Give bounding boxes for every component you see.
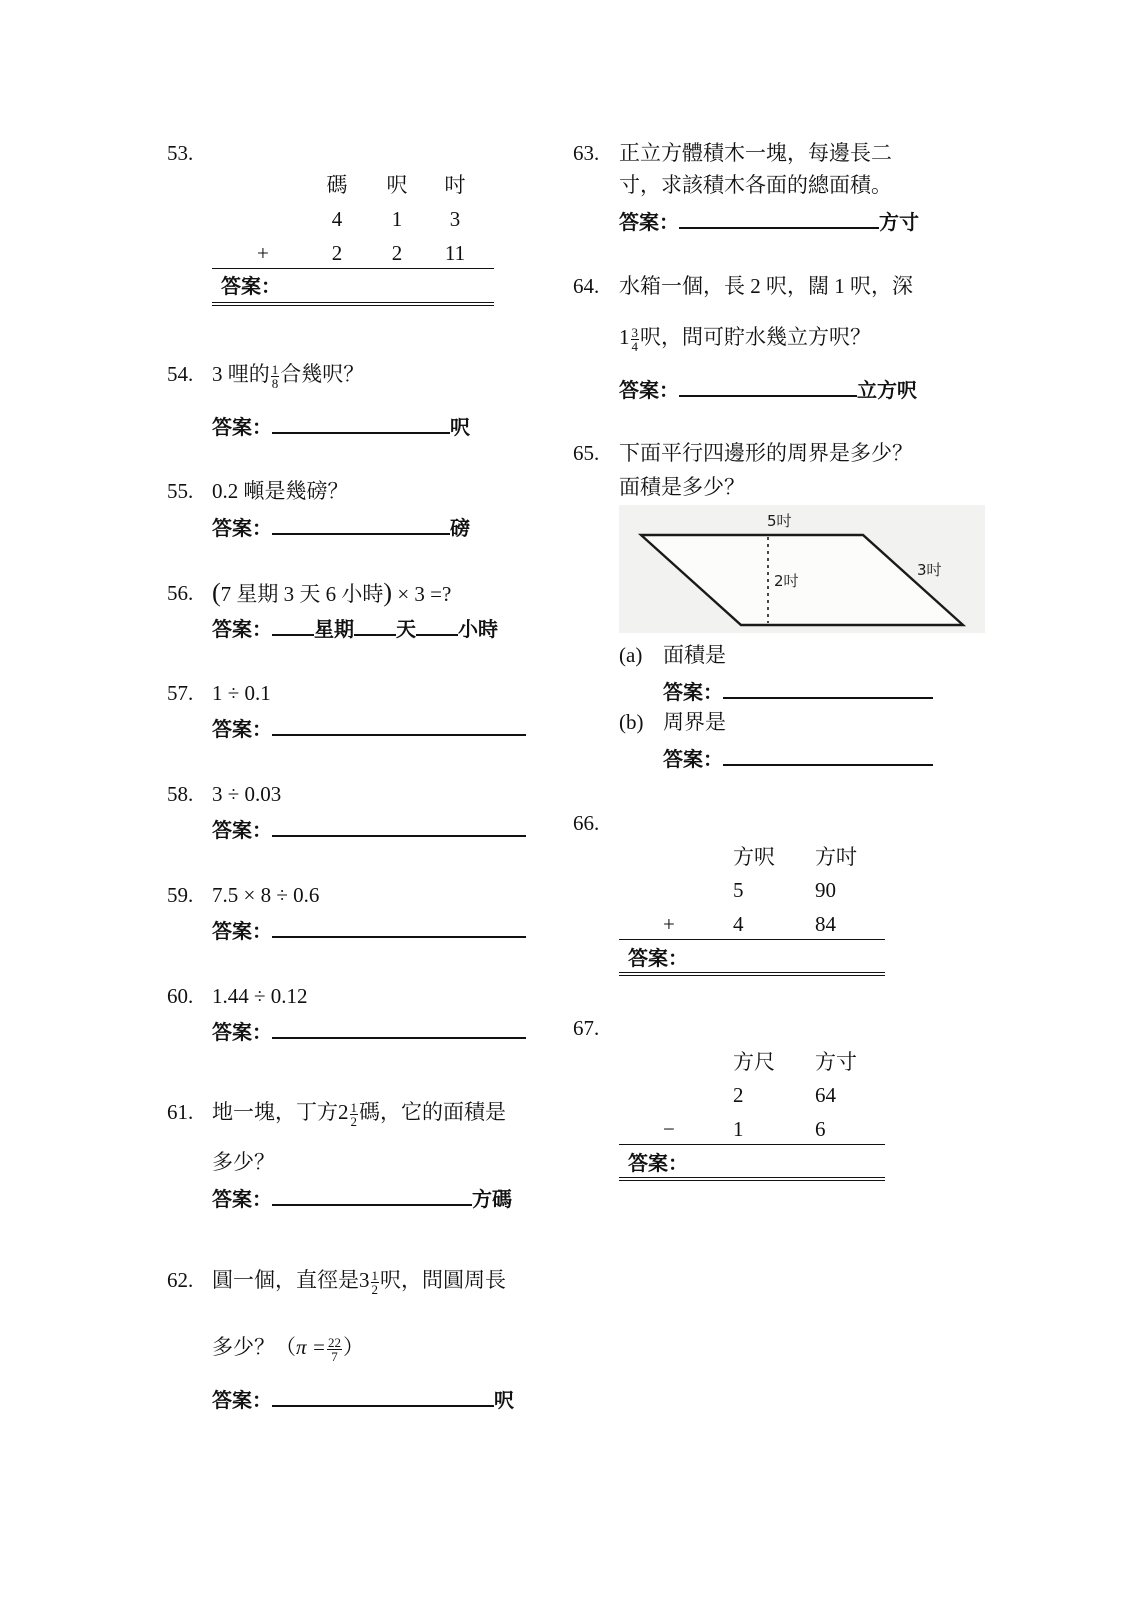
q63-question-line1: 正立方體積木一塊，每邊長二 <box>619 141 892 165</box>
q59-answer-blank[interactable] <box>272 916 526 938</box>
fig-side-label: 3吋 <box>917 561 942 579</box>
q67-row2-sqcun: 6 <box>815 1117 826 1141</box>
q64-question-line1: 水箱一個，長 2 呎，闊 1 呎，深 <box>619 274 913 298</box>
q61-answer-blank[interactable] <box>272 1184 472 1206</box>
q54-answer-blank[interactable] <box>272 412 450 434</box>
q58-answer-blank[interactable] <box>272 815 526 837</box>
q53-number: 53. <box>167 141 194 165</box>
q66-header-sqft: 方呎 <box>733 845 775 869</box>
q61-number: 61. <box>167 1100 194 1124</box>
q63-answer: 答案： 方寸 <box>619 207 919 234</box>
q54-question: 3 哩的 $\frac{1}{8}$ 合幾呎？ <box>212 361 365 391</box>
q66-header-sqin: 方吋 <box>815 845 857 869</box>
q64-number: 64. <box>573 274 600 298</box>
q56-answer: 答案： 星期 天 小時 <box>212 614 498 641</box>
q62-answer: 答案： 呎 <box>212 1385 514 1412</box>
q65b-label: (b) <box>619 710 644 734</box>
q57-answer: 答案： <box>212 714 526 741</box>
q53-row2-inch: 11 <box>444 241 466 265</box>
q66-number: 66. <box>573 811 600 835</box>
q62-number: 62. <box>167 1268 194 1292</box>
q67-answer-double-line[interactable] <box>619 1177 885 1181</box>
q66-row1-sqin: 90 <box>815 878 836 902</box>
q56-question: (7 星期 3 天 6 小時) × 3 =? <box>212 578 452 607</box>
fig-top-label: 5吋 <box>767 512 792 530</box>
q66-row2-sqin: 84 <box>815 912 836 936</box>
q67-number: 67. <box>573 1016 600 1040</box>
q64-question-line2: 1 $\frac{3}{4}$ 呎，問可貯水幾立方呎？ <box>619 324 871 354</box>
q62-question-line2: 多少？（π = $\frac{22}{7}$ ） <box>212 1334 364 1364</box>
q53-row1-yard: 4 <box>331 207 343 231</box>
q55-answer-blank[interactable] <box>272 513 450 535</box>
q59-question: 7.5 × 8 ÷ 0.6 <box>212 883 320 907</box>
q66-answer-double-line[interactable] <box>619 972 885 976</box>
q54-answer: 答案： 呎 <box>212 412 470 439</box>
q66-answer-label: 答案： <box>628 946 688 970</box>
q60-answer: 答案： <box>212 1017 526 1044</box>
q62-answer-blank[interactable] <box>272 1385 494 1407</box>
q53-row2-foot: 2 <box>391 241 403 265</box>
q56-blank-hours[interactable] <box>416 614 458 636</box>
q55-answer: 答案： 磅 <box>212 513 470 540</box>
q65a-text: 面積是 <box>663 643 726 667</box>
q55-question: 0.2 噸是幾磅？ <box>212 479 349 503</box>
q64-answer-blank[interactable] <box>679 375 857 397</box>
q58-answer: 答案： <box>212 815 526 842</box>
q56-blank-days[interactable] <box>354 614 396 636</box>
q57-answer-blank[interactable] <box>272 714 526 736</box>
q67-row1-sqcun: 64 <box>815 1083 836 1107</box>
q66-row2-sqft: 4 <box>733 912 744 936</box>
q53-answer-double-line[interactable] <box>212 302 494 306</box>
q53-sum-line <box>212 268 494 269</box>
q67-operator: − <box>663 1117 675 1141</box>
q67-sum-line <box>619 1144 885 1145</box>
q59-number: 59. <box>167 883 194 907</box>
q58-question: 3 ÷ 0.03 <box>212 782 282 806</box>
q53-row1-inch: 3 <box>449 207 461 231</box>
q53-row1-foot: 1 <box>391 207 403 231</box>
q67-row2-sqchi: 1 <box>733 1117 744 1141</box>
q63-question-line2: 寸，求該積木各面的總面積。 <box>619 173 892 197</box>
q53-header-foot: 呎 <box>386 173 408 197</box>
fig-height-label: 2吋 <box>774 572 799 590</box>
q53-header-yard: 碼 <box>326 173 348 197</box>
q60-answer-blank[interactable] <box>272 1017 526 1039</box>
q65b-text: 周界是 <box>663 710 726 734</box>
q63-number: 63. <box>573 141 600 165</box>
q66-operator: + <box>663 912 675 936</box>
q65b-answer-blank[interactable] <box>723 744 933 766</box>
q60-number: 60. <box>167 984 194 1008</box>
q61-answer: 答案： 方碼 <box>212 1184 512 1211</box>
q57-question: 1 ÷ 0.1 <box>212 681 271 705</box>
q53-operator: + <box>257 241 269 265</box>
q67-header-sqchi: 方尺 <box>733 1050 775 1074</box>
q61-question-line1: 地一塊，丁方2 $\frac{1}{2}$ 碼，它的面積是 <box>212 1099 506 1129</box>
q53-row2-yard: 2 <box>331 241 343 265</box>
q67-answer-label: 答案： <box>628 1151 688 1175</box>
q65a-answer: 答案： <box>663 677 933 704</box>
q58-number: 58. <box>167 782 194 806</box>
q65-question-line2: 面積是多少？ <box>619 475 745 499</box>
q66-sum-line <box>619 939 885 940</box>
q66-row1-sqft: 5 <box>733 878 744 902</box>
q56-blank-weeks[interactable] <box>272 614 314 636</box>
q65b-answer: 答案： <box>663 744 933 771</box>
q65-question-line1: 下面平行四邊形的周界是多少？ <box>619 441 913 465</box>
q67-row1-sqchi: 2 <box>733 1083 744 1107</box>
q55-number: 55. <box>167 479 194 503</box>
q54-number: 54. <box>167 362 194 386</box>
q67-header-sqcun: 方寸 <box>815 1050 857 1074</box>
q60-question: 1.44 ÷ 0.12 <box>212 984 308 1008</box>
parallelogram-figure <box>619 505 985 633</box>
q59-answer: 答案： <box>212 916 526 943</box>
q65-number: 65. <box>573 441 600 465</box>
q53-answer-label: 答案： <box>221 274 281 298</box>
q61-question-line2: 多少？ <box>212 1150 275 1174</box>
q65a-label: (a) <box>619 643 643 667</box>
q57-number: 57. <box>167 681 194 705</box>
q65a-answer-blank[interactable] <box>723 677 933 699</box>
q53-header-inch: 吋 <box>444 173 466 197</box>
q56-number: 56. <box>167 581 194 605</box>
q64-answer: 答案： 立方呎 <box>619 375 917 402</box>
q62-question-line1: 圓一個，直徑是3 $\frac{1}{2}$ 呎，問圓周長 <box>212 1267 506 1297</box>
q63-answer-blank[interactable] <box>679 207 879 229</box>
